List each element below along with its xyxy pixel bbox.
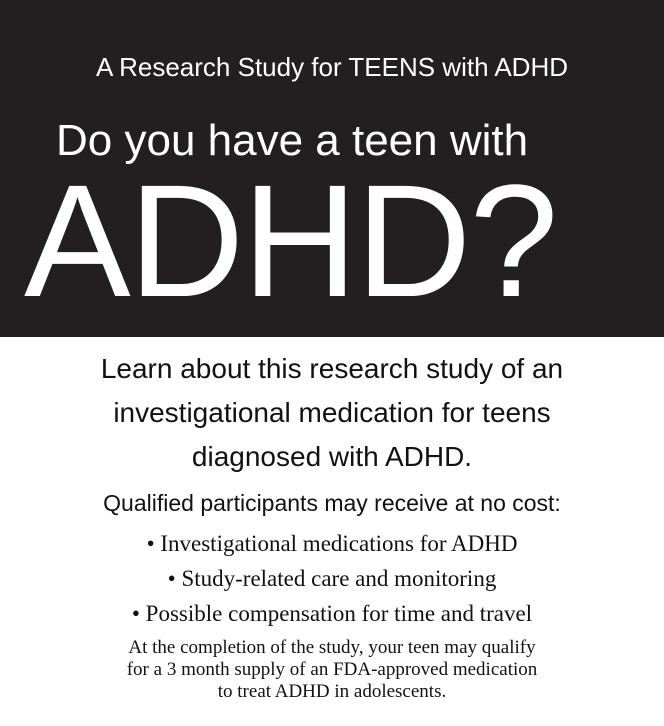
headline-question: Do you have a teen with [56,116,529,165]
header-banner [0,0,664,337]
completion-note-line: At the completion of the study, your teen may qualify [128,637,536,658]
headline-adhd: ADHD? [24,151,557,330]
study-kicker: A Research Study for TEENS with ADHD [95,52,569,82]
benefits-list [0,526,664,631]
completion-note-line: for a 3 month supply of an FDA-approved medication [126,659,538,680]
completion-note [0,637,664,703]
benefit-item: • Study-related care and monitoring [167,566,497,591]
benefit-item: • Investigational medications for ADHD [146,531,518,556]
intro-line: diagnosed with ADHD. [191,441,473,472]
intro-line: Learn about this research study of an [100,353,564,384]
benefit-item: • Possible compensation for time and travel [131,601,533,626]
benefits-heading: Qualified participants may receive at no cost: [103,490,561,516]
intro-line: investigational medication for teens [113,397,551,428]
flyer-body [0,337,664,726]
completion-note-line: to treat ADHD in adolescents. [217,681,447,702]
intro-paragraph [0,347,664,479]
